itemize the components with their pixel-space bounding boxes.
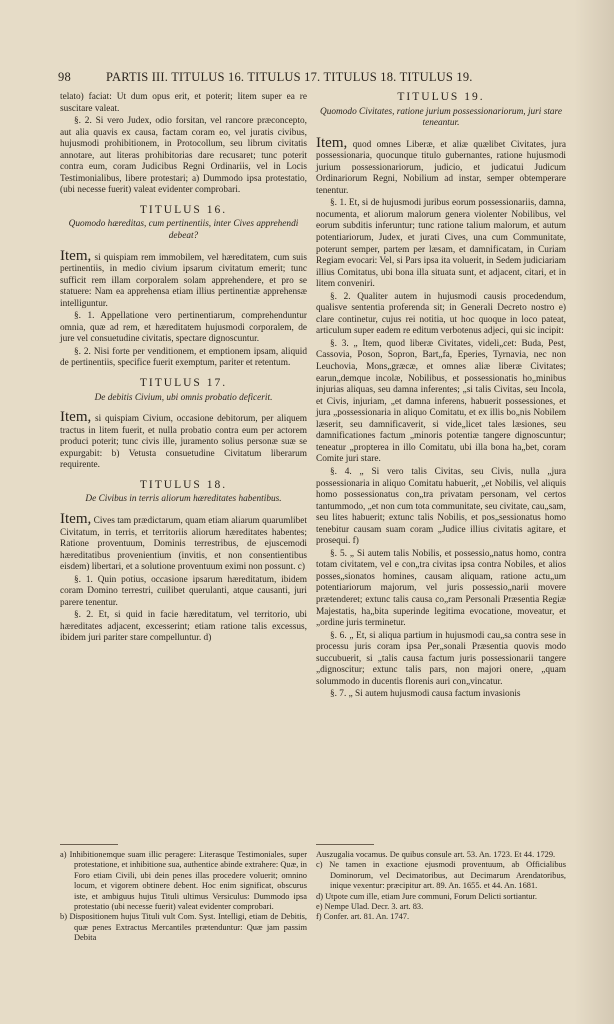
footnote-rule — [60, 844, 118, 845]
footnote-b: b) Dispositionem hujus Tituli vult Com. Syst. Intelligi, etiam de Debitis, quæ penes Extractus Mercantiles prætenduntur: Quæ jam passim Debita — [60, 912, 307, 943]
footnotes-left — [60, 850, 307, 944]
title-17-heading: TITULUS 17. — [139, 377, 228, 390]
footnote-a: a) Inhibitionemque suam illic peragere: Literasque Testimoniales, super protestatione, et inhibitione sua, authentice abinde extrahere: Quæ, in Foro etiam Civili, ubi dein penes illas procedere voluerit; omnino locum, et vigorem obtinere debent. Hoc enim significat, obscurus iste, et ambiguus hujus Tituli ultimus Versiculus: Dummodo ipsa protestatio (ubi necesse fuerit) valeat evidenter comprobari. — [60, 850, 307, 912]
paragraph: Item, si quispiam Civium, occasione debitorum, per aliquem tractus in litem fuerit, et nulla probatio contra eum per actorem produci poterit; tunc civis ille, juramento solius personæ suæ se expurgabit: b) Vetusta consuetudine Civitatum liberarum requirente. — [60, 409, 307, 471]
footnote-c: c) Ne tamen in exactione ejusmodi proventuum, ab Officialibus Dominorum, vel Decimatoribus, aut Decimarum Arendatoribus, inique vexentur: præcipitur art. 89. An. 1655. et 44. An. 1681. — [316, 860, 566, 891]
paragraph: Item, Cives tam prædictarum, quam etiam aliarum quarumlibet Civitatum, in terris, et territoriis aliorum hæreditates habentes; Ratione proventuum, Dominis terrestribus, de ejuscemodi hæreditatibus provenientium (invitis, et non consentientibus eisdem) libertari, et a solutione proventuum eximi non possunt. c) — [60, 510, 307, 573]
running-title: PARTIS III. TITULUS 16. TITULUS 17. TITULUS 18. TITULUS 19. — [106, 70, 473, 84]
title-17-rubric: De debitis Civium, ubi omnis probatio deficerit. — [94, 392, 273, 403]
paragraph: §. 2. Nisi forte per venditionem, et emptionem ipsam, aliquid de pertinentiis, specifice fuerit exemptum, pariter et retentum. — [60, 346, 307, 369]
paragraph: Item, si quispiam rem immobilem, vel hæreditatem, cum suis pertinentiis, in medio civium ipsarum civitatum emerit; tunc sufficit rem illam corporalem solam apprehendere, et pro se statuere: Nam ea apprehensa etiam illius pertinentiæ apprehensæ intelliguntur. — [60, 247, 308, 309]
footnote-f: f) Confer. art. 81. An. 1747. — [316, 912, 410, 922]
title-18-rubric: De Civibus in terris aliorum hæreditates habentibus. — [85, 494, 282, 505]
initial-word: Item, — [60, 409, 92, 426]
paragraph: §. 1. Et, si de hujusmodi juribus eorum possessionariis, damna, nocumenta, et aliorum malorum genera violenter Nobilibus, vel eorum subditis inferuntur; tunc ratione talium malorum, et autum potentiariorum, Judex, et jurati Cives, una cum Communitate, poterunt semper, partem per læsam, et damnificatam, in Curiam Regiam evocari: Vel, si Pars ipsa ita voluerit, in Sedem judiciariam illius Comitatus, ubi bona illa situata sunt, et adjacent, citari, et in litem conveniri. — [316, 198, 566, 290]
page-number: 98 — [58, 70, 71, 84]
right-column — [316, 92, 566, 702]
paragraph: §. 1. Quin potius, occasione ipsarum hæreditatum, ibidem coram Domino terrestri, cuilibet querulanti, atque causanti, juri parere tenentur. — [60, 574, 307, 608]
footnote-e: e) Nempe Ulad. Decr. 3. art. 83. — [316, 902, 424, 912]
paragraph: Item, quod omnes Liberæ, et aliæ quælibet Civitates, jura possessionaria, quocunque titulo gubernantes, ratione hujusmodi jurium possessionariorum, judicio, et judicatui Judicum Ordinariorum Regni, Nobilium ad instar, semper obtemperare tenentur. — [316, 134, 566, 196]
initial-word: Item, — [60, 510, 92, 527]
initial-word: Item, — [316, 134, 348, 151]
footnotes-right — [316, 850, 566, 923]
paragraph: §. 7. „ Si autem hujusmodi causa factum invasionis — [330, 689, 521, 700]
title-19-heading: TITULUS 19. — [397, 91, 485, 103]
title-16-rubric: Quomodo hæreditas, cum pertinentiis, inter Cives apprehendi debeat? — [68, 219, 299, 242]
paragraph: §. 4. „ Si vero talis Civitas, seu Civis, nulla „jura possessionaria in aliquo Comitatu habuerit, „et Nobilis, vel aliquis homo possessionatus con„tra privatam personam, vel certos tantummodo, „et non cum tota communitate, seu civitate, cau„sam, seu lites habuerit; extunc talis Nobilis, et pos„sessionatus homo tenebitur causam suam coram „Judice illius civitatis agitare, et prosequi. f) — [316, 466, 566, 547]
paragraph: §. 6. „ Et, si aliqua partium in hujusmodi cau„sa contra sese in processu juris coram ipsa Per„sonali Præsentia quovis modo succubuerit, si „talis causa factum juris possessionarii tangere „dignoscitur; extunc talis pars, non majori onere, „quam solummodo in ducentis florenis auri con„vincatur. — [316, 630, 566, 687]
footnote-d: d) Utpote cum ille, etiam Jure communi, Forum Delicti sortiantur. — [316, 891, 537, 901]
footnote-continuation: Auszugalia vocamus. De quibus consule art. 53. An. 1723. Et 44. 1729. — [316, 850, 556, 859]
paragraph: §. 3. „ Item, quod liberæ Civitates, videli„cet: Buda, Pest, Cassovia, Poson, Sopron, Bart„fa, Eperies, Tyrnavia, nec non Leuchovia, Mons„græcæ, et omnes aliæ liberæ Civitates; earun„demque incolæ, Nobilibus, et possessionatis ho„minibus injurias aliquas, seu damna inferentes; „si talis Civitas, seu Incola, et Civis, injuriam, „et damna inferens, habuerit possessiones, et jura „possessionaria in aliquo Comitatu, et ex illis bo„nis Nobilem læserit, seu damnificaverit, si vide„licet tales læsiones, seu damnificationes factum „minoris potentiæ tangere dignoscuntur; teneatur „propterea in illo Comitatu, ubi illa bona ha„bet, coram Comite juri stare. — [316, 338, 566, 465]
paragraph: §. 2. Qualiter autem in hujusmodi causis procedendum, qualisve sententia proferenda sit; in Generali Decreto nostro e) clare continetur, cujus rei notitia, ut hoc quoque in loco pateat, articulum super eadem re editum verbotenus adjeci, qui sic incipit: — [316, 291, 566, 337]
title-19-rubric: Quomodo Civitates, ratione jurium possessionariorum, juri stare teneantur. — [320, 106, 562, 129]
paragraph: telato) faciat: Ut dum opus erit, et poterit; litem super ea re suscitare valeat. — [60, 92, 307, 114]
title-18-heading: TITULUS 18. — [139, 478, 228, 491]
footnote-rule — [316, 844, 374, 845]
paragraph: §. 2. Si vero Judex, odio forsitan, vel rancore præconcepto, aut alia quavis ex causa, factam coram eo, vel juratis civibus, hujusmodi prohibitionem, in Protocollum, seu librum civitatis annotare, aut literas prohibitorias dare recusaret; tunc poterit contra eum, coram Judicibus Regni Ordinariis, vel in Locis Testimonialibus, libere protestari; a) Dummodo ipsa protestatio, (ubi necesse fuerit) valeat evidenter comprobari. — [60, 116, 307, 196]
page-edge-shadow — [574, 0, 614, 1024]
left-column — [60, 92, 307, 646]
paragraph: §. 5. „ Si autem talis Nobilis, et possessio„natus homo, contra totam civitatem, vel e con„tra civitas ipsa contra Nobiles, et alios posses„sionatos homines, causam aliquam, ratione actu„um potentiariorum majorum, vel juris possessio„narii movere prætenderet; extunc talis causa co„ram Personali Præsentia Regiæ Majestatis, ha„bita superinde legitima evocatione, moveatur, et „ordine juris terminetur. — [316, 548, 566, 629]
paragraph: §. 2. Et, si quid in facie hæreditatum, vel territorio, ubi hæreditates adjacent, excesserint; etiam ratione talis excessus, ibidem juri pariter stare compelluntur. d) — [60, 610, 307, 644]
initial-word: Item, — [60, 247, 92, 264]
paragraph: §. 1. Appellatione vero pertinentiarum, comprehenduntur omnia, quæ ad rem, et hæreditatem hujusmodi corporalem, de jure vel consuetudine civitatis, spectare dignoscuntur. — [60, 311, 307, 345]
title-16-heading: TITULUS 16. — [139, 203, 228, 216]
